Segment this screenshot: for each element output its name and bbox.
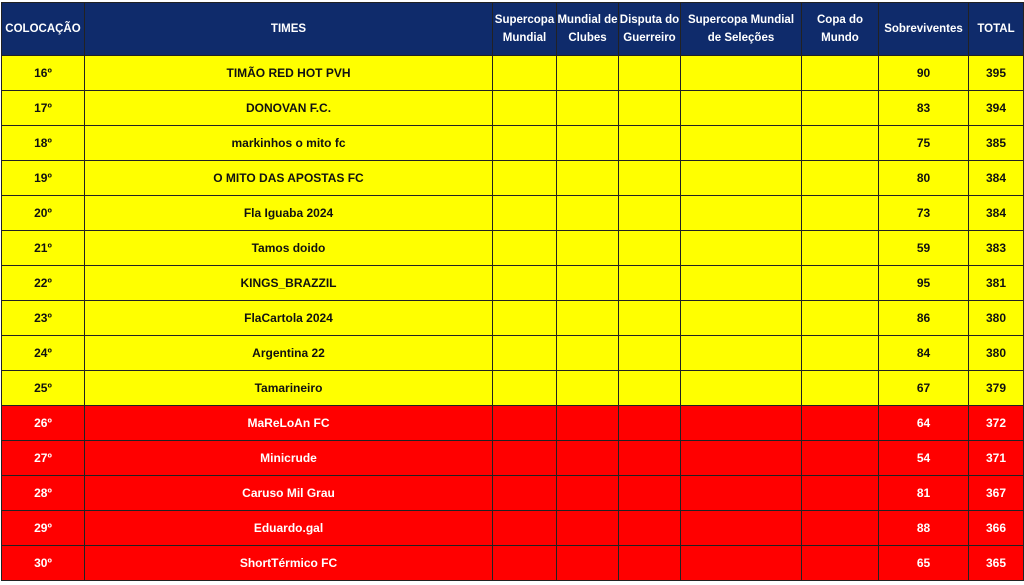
position-cell: 27º bbox=[2, 441, 85, 476]
table-row bbox=[2, 406, 1024, 441]
sobreviventes-cell: 83 bbox=[879, 91, 969, 126]
table-body bbox=[2, 56, 1024, 581]
sobreviventes-cell: 54 bbox=[879, 441, 969, 476]
position-cell: 28º bbox=[2, 476, 85, 511]
copa-mundo-cell bbox=[802, 441, 879, 476]
total-cell: 384 bbox=[969, 196, 1024, 231]
total-cell: 366 bbox=[969, 511, 1024, 546]
supercopa-selecoes-cell bbox=[681, 511, 802, 546]
position-cell: 22º bbox=[2, 266, 85, 301]
supercopa-selecoes-cell bbox=[681, 196, 802, 231]
table-row bbox=[2, 196, 1024, 231]
team-name-cell: markinhos o mito fc bbox=[85, 126, 493, 161]
supercopa-mundial-cell bbox=[493, 266, 557, 301]
disputa-guerreiro-cell bbox=[619, 266, 681, 301]
disputa-guerreiro-cell bbox=[619, 231, 681, 266]
total-cell: 385 bbox=[969, 126, 1024, 161]
table-row bbox=[2, 336, 1024, 371]
sobreviventes-cell: 81 bbox=[879, 476, 969, 511]
copa-mundo-cell bbox=[802, 301, 879, 336]
supercopa-mundial-cell bbox=[493, 546, 557, 581]
copa-mundo-cell bbox=[802, 56, 879, 91]
supercopa-mundial-cell bbox=[493, 56, 557, 91]
sobreviventes-cell: 86 bbox=[879, 301, 969, 336]
team-name-cell: FlaCartola 2024 bbox=[85, 301, 493, 336]
table-row bbox=[2, 511, 1024, 546]
sobreviventes-cell: 65 bbox=[879, 546, 969, 581]
sobreviventes-cell: 67 bbox=[879, 371, 969, 406]
supercopa-mundial-cell bbox=[493, 196, 557, 231]
total-cell: 383 bbox=[969, 231, 1024, 266]
total-cell: 380 bbox=[969, 301, 1024, 336]
position-cell: 21º bbox=[2, 231, 85, 266]
supercopa-selecoes-cell bbox=[681, 126, 802, 161]
sobreviventes-cell: 75 bbox=[879, 126, 969, 161]
sobreviventes-cell: 80 bbox=[879, 161, 969, 196]
header-copa-mundo: Copa do Mundo bbox=[802, 3, 879, 56]
total-cell: 365 bbox=[969, 546, 1024, 581]
disputa-guerreiro-cell bbox=[619, 91, 681, 126]
copa-mundo-cell bbox=[802, 161, 879, 196]
position-cell: 20º bbox=[2, 196, 85, 231]
copa-mundo-cell bbox=[802, 511, 879, 546]
supercopa-selecoes-cell bbox=[681, 441, 802, 476]
supercopa-selecoes-cell bbox=[681, 301, 802, 336]
supercopa-selecoes-cell bbox=[681, 406, 802, 441]
copa-mundo-cell bbox=[802, 371, 879, 406]
supercopa-mundial-cell bbox=[493, 511, 557, 546]
mundial-clubes-cell bbox=[557, 371, 619, 406]
mundial-clubes-cell bbox=[557, 91, 619, 126]
total-cell: 371 bbox=[969, 441, 1024, 476]
position-cell: 17º bbox=[2, 91, 85, 126]
table-row bbox=[2, 476, 1024, 511]
mundial-clubes-cell bbox=[557, 406, 619, 441]
header-mundial-clubes: Mundial de Clubes bbox=[557, 3, 619, 56]
supercopa-mundial-cell bbox=[493, 476, 557, 511]
mundial-clubes-cell bbox=[557, 196, 619, 231]
mundial-clubes-cell bbox=[557, 161, 619, 196]
mundial-clubes-cell bbox=[557, 511, 619, 546]
disputa-guerreiro-cell bbox=[619, 406, 681, 441]
disputa-guerreiro-cell bbox=[619, 126, 681, 161]
table-row bbox=[2, 161, 1024, 196]
team-name-cell: Tamarineiro bbox=[85, 371, 493, 406]
table-row bbox=[2, 266, 1024, 301]
standings-table bbox=[1, 2, 1024, 581]
mundial-clubes-cell bbox=[557, 126, 619, 161]
mundial-clubes-cell bbox=[557, 546, 619, 581]
sobreviventes-cell: 64 bbox=[879, 406, 969, 441]
supercopa-mundial-cell bbox=[493, 406, 557, 441]
header-times: TIMES bbox=[85, 3, 493, 56]
header-colocacao: COLOCAÇÃO bbox=[2, 3, 85, 56]
table-row bbox=[2, 441, 1024, 476]
sobreviventes-cell: 95 bbox=[879, 266, 969, 301]
copa-mundo-cell bbox=[802, 196, 879, 231]
mundial-clubes-cell bbox=[557, 441, 619, 476]
position-cell: 25º bbox=[2, 371, 85, 406]
disputa-guerreiro-cell bbox=[619, 196, 681, 231]
copa-mundo-cell bbox=[802, 91, 879, 126]
team-name-cell: Caruso Mil Grau bbox=[85, 476, 493, 511]
total-cell: 394 bbox=[969, 91, 1024, 126]
position-cell: 16º bbox=[2, 56, 85, 91]
team-name-cell: Argentina 22 bbox=[85, 336, 493, 371]
header-total: TOTAL bbox=[969, 3, 1024, 56]
supercopa-selecoes-cell bbox=[681, 91, 802, 126]
total-cell: 380 bbox=[969, 336, 1024, 371]
supercopa-selecoes-cell bbox=[681, 371, 802, 406]
team-name-cell: Minicrude bbox=[85, 441, 493, 476]
total-cell: 384 bbox=[969, 161, 1024, 196]
disputa-guerreiro-cell bbox=[619, 441, 681, 476]
position-cell: 26º bbox=[2, 406, 85, 441]
header-supercopa-selecoes: Supercopa Mundial de Seleções bbox=[681, 3, 802, 56]
team-name-cell: DONOVAN F.C. bbox=[85, 91, 493, 126]
team-name-cell: Tamos doido bbox=[85, 231, 493, 266]
mundial-clubes-cell bbox=[557, 266, 619, 301]
total-cell: 372 bbox=[969, 406, 1024, 441]
supercopa-mundial-cell bbox=[493, 371, 557, 406]
supercopa-mundial-cell bbox=[493, 336, 557, 371]
supercopa-mundial-cell bbox=[493, 231, 557, 266]
position-cell: 30º bbox=[2, 546, 85, 581]
supercopa-selecoes-cell bbox=[681, 476, 802, 511]
disputa-guerreiro-cell bbox=[619, 546, 681, 581]
copa-mundo-cell bbox=[802, 476, 879, 511]
header-sobreviventes: Sobreviventes bbox=[879, 3, 969, 56]
supercopa-selecoes-cell bbox=[681, 161, 802, 196]
supercopa-mundial-cell bbox=[493, 126, 557, 161]
table-row bbox=[2, 301, 1024, 336]
team-name-cell: MaReLoAn FC bbox=[85, 406, 493, 441]
position-cell: 19º bbox=[2, 161, 85, 196]
supercopa-selecoes-cell bbox=[681, 266, 802, 301]
team-name-cell: O MITO DAS APOSTAS FC bbox=[85, 161, 493, 196]
table-row bbox=[2, 546, 1024, 581]
disputa-guerreiro-cell bbox=[619, 511, 681, 546]
header-row bbox=[2, 3, 1024, 56]
sobreviventes-cell: 84 bbox=[879, 336, 969, 371]
supercopa-selecoes-cell bbox=[681, 546, 802, 581]
table-row bbox=[2, 231, 1024, 266]
copa-mundo-cell bbox=[802, 266, 879, 301]
team-name-cell: KINGS_BRAZZIL bbox=[85, 266, 493, 301]
disputa-guerreiro-cell bbox=[619, 56, 681, 91]
team-name-cell: ShortTérmico FC bbox=[85, 546, 493, 581]
position-cell: 18º bbox=[2, 126, 85, 161]
disputa-guerreiro-cell bbox=[619, 161, 681, 196]
mundial-clubes-cell bbox=[557, 476, 619, 511]
position-cell: 29º bbox=[2, 511, 85, 546]
table-row bbox=[2, 371, 1024, 406]
disputa-guerreiro-cell bbox=[619, 336, 681, 371]
team-name-cell: TIMÃO RED HOT PVH bbox=[85, 56, 493, 91]
total-cell: 379 bbox=[969, 371, 1024, 406]
supercopa-mundial-cell bbox=[493, 301, 557, 336]
copa-mundo-cell bbox=[802, 231, 879, 266]
table-row bbox=[2, 91, 1024, 126]
sobreviventes-cell: 59 bbox=[879, 231, 969, 266]
disputa-guerreiro-cell bbox=[619, 476, 681, 511]
supercopa-mundial-cell bbox=[493, 91, 557, 126]
position-cell: 24º bbox=[2, 336, 85, 371]
copa-mundo-cell bbox=[802, 406, 879, 441]
copa-mundo-cell bbox=[802, 126, 879, 161]
table-row bbox=[2, 126, 1024, 161]
supercopa-selecoes-cell bbox=[681, 231, 802, 266]
total-cell: 395 bbox=[969, 56, 1024, 91]
supercopa-mundial-cell bbox=[493, 441, 557, 476]
disputa-guerreiro-cell bbox=[619, 371, 681, 406]
supercopa-mundial-cell bbox=[493, 161, 557, 196]
sobreviventes-cell: 90 bbox=[879, 56, 969, 91]
disputa-guerreiro-cell bbox=[619, 301, 681, 336]
copa-mundo-cell bbox=[802, 336, 879, 371]
supercopa-selecoes-cell bbox=[681, 56, 802, 91]
mundial-clubes-cell bbox=[557, 301, 619, 336]
header-disputa-guerreiro: Disputa do Guerreiro bbox=[619, 3, 681, 56]
copa-mundo-cell bbox=[802, 546, 879, 581]
table-row bbox=[2, 56, 1024, 91]
mundial-clubes-cell bbox=[557, 336, 619, 371]
position-cell: 23º bbox=[2, 301, 85, 336]
header-supercopa-mundial: Supercopa Mundial bbox=[493, 3, 557, 56]
sobreviventes-cell: 73 bbox=[879, 196, 969, 231]
mundial-clubes-cell bbox=[557, 56, 619, 91]
total-cell: 381 bbox=[969, 266, 1024, 301]
supercopa-selecoes-cell bbox=[681, 336, 802, 371]
sobreviventes-cell: 88 bbox=[879, 511, 969, 546]
mundial-clubes-cell bbox=[557, 231, 619, 266]
team-name-cell: Fla Iguaba 2024 bbox=[85, 196, 493, 231]
team-name-cell: Eduardo.gal bbox=[85, 511, 493, 546]
total-cell: 367 bbox=[969, 476, 1024, 511]
